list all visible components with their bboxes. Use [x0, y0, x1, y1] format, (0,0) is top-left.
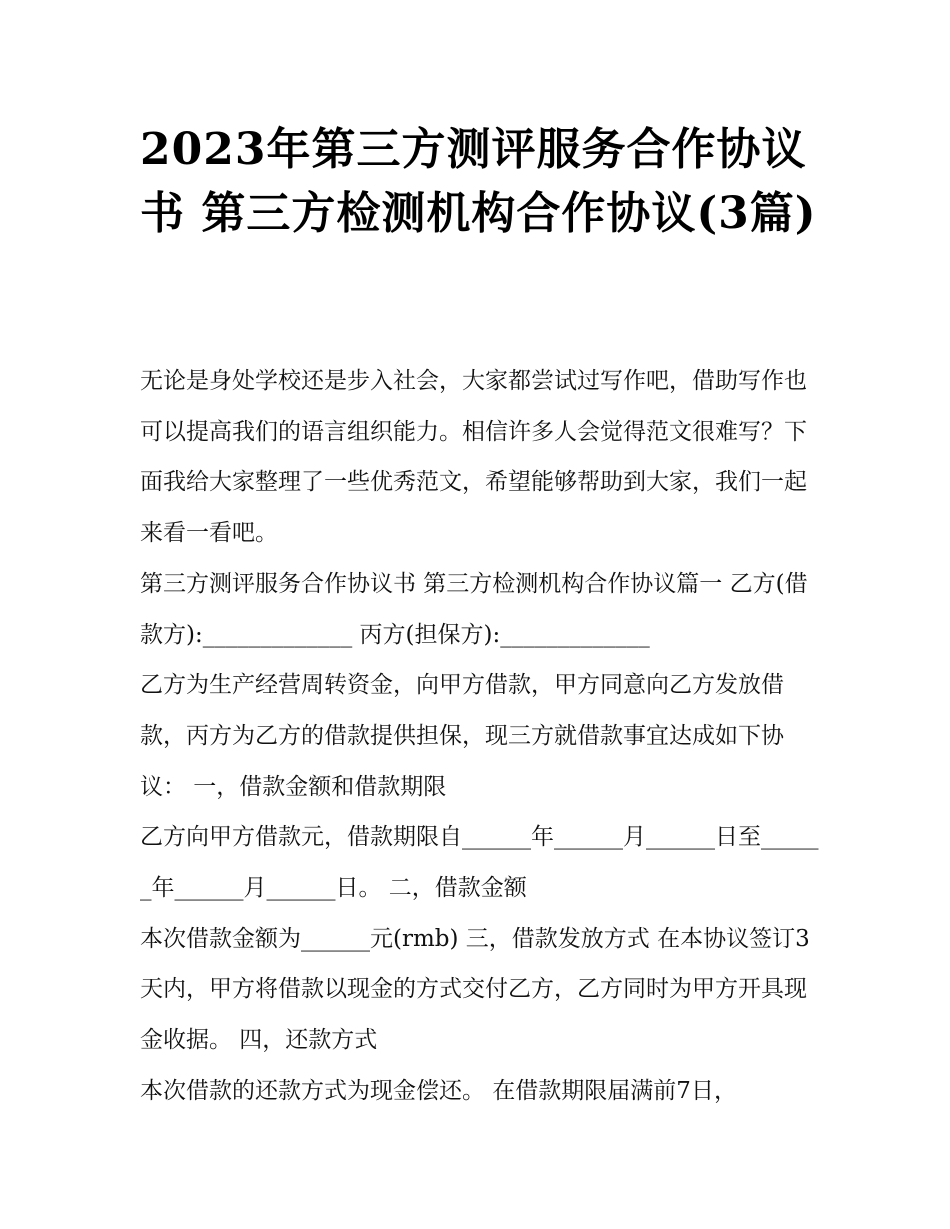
paragraph-term: 乙方向甲方借款元，借款期限自______年______月______日至______年______月______日。 二，借款金额: [140, 824, 819, 902]
paragraph-parties: 第三方测评服务合作协议书 第三方检测机构合作协议篇一 乙方(借款方):_____________ 丙方(担保方):_____________: [140, 570, 808, 648]
paragraph-purpose: 乙方为生产经营周转资金，向甲方借款，甲方同意向乙方发放借款，丙方为乙方的借款提供担保，现三方就借款事宜达成如下协议： 一，借款金额和借款期限: [140, 672, 784, 800]
paragraph-intro: 无论是身处学校还是步入社会，大家都尝试过写作吧，借助写作也可以提高我们的语言组织能力。相信许多人会觉得范文很难写？下面我给大家整理了一些优秀范文，希望能够帮助到大家，我们一起来看一看吧。: [140, 368, 807, 547]
document-title: 2023年第三方测评服务合作协议书 第三方检测机构合作协议(3篇): [140, 124, 817, 239]
paragraph-repayment: 本次借款的还款方式为现金偿还。 在借款期限届满前7日，: [140, 1077, 737, 1104]
paragraph-amount: 本次借款金额为______元(rmb) 三，借款发放方式 在本协议签订3天内，甲方将借款以现金的方式交付乙方，乙方同时为甲方开具现金收据。 四，还款方式: [140, 925, 810, 1054]
document-body: [140, 356, 820, 1117]
